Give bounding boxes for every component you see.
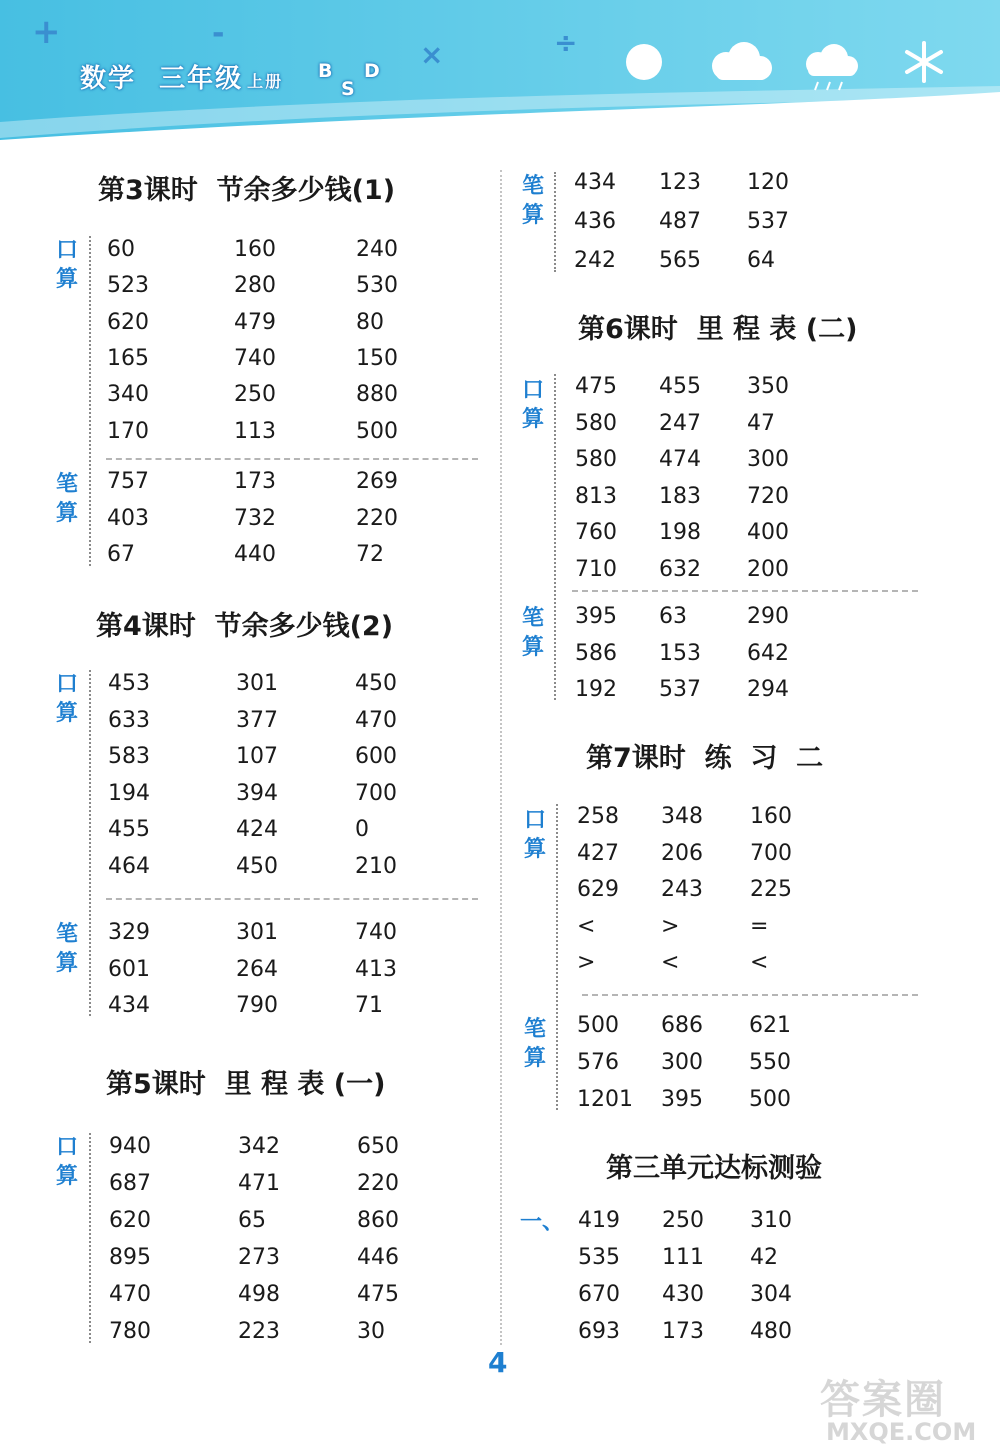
section-title: 第3课时 节余多少钱(1) <box>98 175 396 206</box>
answer-value: 430 <box>662 1282 704 1307</box>
answer-value: 63 <box>659 604 687 629</box>
written-calc-label: 笔算 <box>55 922 78 976</box>
section-title: 第7课时 练 习 二 <box>586 743 824 774</box>
answer-value: 464 <box>108 854 150 879</box>
answer-value: 500 <box>577 1013 619 1038</box>
answer-value: 107 <box>236 744 278 770</box>
answer-value: 621 <box>749 1013 791 1038</box>
answer-value: 243 <box>661 877 703 902</box>
answer-value: 686 <box>661 1013 703 1038</box>
subject-label: 数学 <box>80 64 137 94</box>
answer-value: 194 <box>108 780 150 806</box>
part-one-label: 一、 <box>520 1210 565 1235</box>
plus-sign-icon: + <box>32 12 61 52</box>
rain-cloud-icon <box>796 42 864 92</box>
times-sign-icon: × <box>420 38 444 71</box>
sun-icon <box>622 40 666 84</box>
edition-letter-b: B <box>318 60 333 82</box>
answer-value: 183 <box>659 483 701 509</box>
answer-value: 700 <box>355 780 397 806</box>
answer-value: 300 <box>661 1050 703 1075</box>
oral-calc-label: 口算 <box>55 238 78 292</box>
answer-value: 60 <box>107 237 135 262</box>
section-title: 第三单元达标测验 <box>606 1153 822 1184</box>
answer-value: 434 <box>574 170 616 195</box>
answer-value: 586 <box>575 640 617 666</box>
answer-value: 395 <box>575 604 617 629</box>
answer-value: 757 <box>107 469 149 494</box>
answer-value: 198 <box>659 520 701 546</box>
answer-value: 487 <box>659 209 701 234</box>
answer-value: 173 <box>234 469 276 494</box>
answer-value: 240 <box>356 237 398 262</box>
answer-value: 419 <box>578 1208 620 1233</box>
answer-value: 940 <box>109 1134 151 1159</box>
answer-value: < <box>577 913 596 939</box>
answer-value: 80 <box>356 309 384 335</box>
answer-value: 150 <box>356 345 398 371</box>
answer-value: 290 <box>747 604 789 629</box>
answer-value: 280 <box>234 273 276 299</box>
answer-value: > <box>661 913 680 939</box>
dashed-separator <box>582 994 918 996</box>
answer-value: 395 <box>661 1087 703 1112</box>
answer-value: 732 <box>234 505 276 531</box>
answer-value: 633 <box>108 707 150 733</box>
answer-value: 500 <box>749 1087 791 1112</box>
answer-value: 113 <box>234 418 276 444</box>
section-title: 第4课时 节余多少钱(2) <box>96 611 394 642</box>
answer-value: 350 <box>747 374 789 399</box>
dashed-separator <box>106 458 478 460</box>
answer-value: 450 <box>236 854 278 879</box>
answer-value: = <box>750 913 769 939</box>
edition-letter-s: S <box>341 78 355 100</box>
answer-value: 523 <box>107 273 149 299</box>
answer-value: 160 <box>750 804 792 829</box>
volume-label: 上册 <box>247 72 284 91</box>
answer-value: 342 <box>238 1134 280 1159</box>
answer-value: 880 <box>356 382 398 408</box>
snowflake-icon <box>902 40 946 84</box>
answer-value: 250 <box>234 382 276 408</box>
answer-value: 173 <box>662 1319 704 1344</box>
answer-value: 220 <box>356 505 398 531</box>
vertical-rule <box>556 804 558 1110</box>
answer-value: 300 <box>747 447 789 473</box>
answer-value: 600 <box>355 744 397 770</box>
answer-value: 813 <box>575 483 617 509</box>
answer-value: 740 <box>355 920 397 945</box>
answer-value: 650 <box>357 1134 399 1159</box>
answer-value: 64 <box>747 248 775 273</box>
answer-value: 47 <box>747 410 775 436</box>
answer-value: 165 <box>107 345 149 371</box>
answer-value: 123 <box>659 170 701 195</box>
answer-value: 42 <box>750 1245 778 1270</box>
answer-value: 153 <box>659 640 701 666</box>
answer-value: 400 <box>747 520 789 546</box>
answer-value: 111 <box>662 1245 704 1270</box>
answer-value: 424 <box>236 817 278 843</box>
answer-value: 535 <box>578 1245 620 1270</box>
answer-value: 65 <box>238 1208 266 1233</box>
answer-value: 220 <box>357 1171 399 1196</box>
answer-value: 687 <box>109 1171 151 1196</box>
oral-calc-label: 口算 <box>523 808 546 862</box>
answer-value: 258 <box>577 804 619 829</box>
answer-value: 537 <box>659 677 701 703</box>
answer-value: 192 <box>575 677 617 703</box>
written-calc-label: 笔算 <box>521 606 544 660</box>
answer-value: 500 <box>356 418 398 444</box>
answer-value: > <box>577 950 596 975</box>
answer-value: 200 <box>747 557 789 582</box>
edition-letter-d: D <box>364 60 380 82</box>
answer-value: 576 <box>577 1050 619 1075</box>
answer-value: 583 <box>108 744 150 770</box>
answer-value: 860 <box>357 1208 399 1233</box>
dashed-separator <box>572 590 918 592</box>
answer-value: 632 <box>659 557 701 582</box>
vertical-rule <box>89 236 91 566</box>
column-divider <box>500 170 502 1345</box>
answer-value: 301 <box>236 920 278 945</box>
answer-value: 223 <box>238 1319 280 1344</box>
answer-value: 413 <box>355 956 397 982</box>
vertical-rule <box>554 374 556 700</box>
answer-value: 450 <box>355 671 397 696</box>
vertical-rule <box>554 172 556 272</box>
answer-value: 498 <box>238 1282 280 1307</box>
written-calc-label: 笔算 <box>521 174 544 228</box>
answer-value: 550 <box>749 1050 791 1075</box>
answer-value: 304 <box>750 1282 792 1307</box>
answer-value: 470 <box>109 1282 151 1307</box>
answer-value: 470 <box>355 707 397 733</box>
minus-sign-icon: - <box>212 16 225 51</box>
answer-value: 67 <box>107 542 135 567</box>
oral-calc-label: 口算 <box>521 378 544 432</box>
answer-value: 720 <box>747 483 789 509</box>
cloud-icon <box>702 38 778 86</box>
answer-value: 580 <box>575 447 617 473</box>
section-title: 第5课时 里 程 表 (一) <box>106 1069 386 1100</box>
answer-value: 436 <box>574 209 616 234</box>
written-calc-label: 笔算 <box>523 1017 546 1071</box>
written-calc-label: 笔算 <box>55 472 78 526</box>
answer-value: 30 <box>357 1319 385 1344</box>
answer-value: 269 <box>356 469 398 494</box>
answer-value: 642 <box>747 640 789 666</box>
divide-sign-icon: ÷ <box>554 26 578 59</box>
answer-value: 479 <box>234 309 276 335</box>
answer-value: 475 <box>357 1282 399 1307</box>
answer-value: 474 <box>659 447 701 473</box>
answer-value: 471 <box>238 1171 280 1196</box>
grade-label: 三年级 <box>159 64 244 94</box>
oral-calc-label: 口算 <box>55 1135 78 1189</box>
answer-value: 434 <box>108 993 150 1019</box>
answer-value: 693 <box>578 1319 620 1344</box>
answer-value: 0 <box>355 817 369 843</box>
answer-value: 440 <box>234 542 276 567</box>
answer-value: 790 <box>236 993 278 1019</box>
answer-value: 210 <box>355 854 397 879</box>
answer-value: 620 <box>109 1208 151 1233</box>
answer-value: 427 <box>577 840 619 866</box>
answer-value: 580 <box>575 410 617 436</box>
answer-value: 760 <box>575 520 617 546</box>
answer-value: 620 <box>107 309 149 335</box>
book-title <box>80 58 283 95</box>
oral-calc-label: 口算 <box>55 672 78 726</box>
answer-value: 403 <box>107 505 149 531</box>
answer-value: 71 <box>355 993 383 1019</box>
answer-value: 475 <box>575 374 617 399</box>
answer-value: 1201 <box>577 1087 633 1112</box>
answer-value: 348 <box>661 804 703 829</box>
answer-value: 601 <box>108 956 150 982</box>
answer-value: 242 <box>574 248 616 273</box>
section-title: 第6课时 里 程 表 (二) <box>578 314 858 345</box>
answer-value: 780 <box>109 1319 151 1344</box>
answer-value: 895 <box>109 1245 151 1270</box>
answer-value: 629 <box>577 877 619 902</box>
answer-value: 377 <box>236 707 278 733</box>
answer-value: 294 <box>747 677 789 703</box>
answer-value: 700 <box>750 840 792 866</box>
page-number: 4 <box>488 1346 508 1379</box>
answer-value: 480 <box>750 1319 792 1344</box>
answer-value: 565 <box>659 248 701 273</box>
answer-value: 247 <box>659 410 701 436</box>
answer-value: 160 <box>234 237 276 262</box>
answer-value: 340 <box>107 382 149 408</box>
answer-value: 530 <box>356 273 398 299</box>
answer-value: < <box>661 950 680 975</box>
answer-value: 537 <box>747 209 789 234</box>
answer-value: 446 <box>357 1245 399 1270</box>
answer-value: 206 <box>661 840 703 866</box>
answer-value: 273 <box>238 1245 280 1270</box>
answer-value: 72 <box>356 542 384 567</box>
answer-value: < <box>750 950 769 975</box>
answer-value: 250 <box>662 1208 704 1233</box>
watermark-url: MXQE.COM <box>826 1418 977 1446</box>
answer-value: 670 <box>578 1282 620 1307</box>
vertical-rule <box>89 1133 91 1343</box>
answer-value: 453 <box>108 671 150 696</box>
answer-value: 455 <box>108 817 150 843</box>
answer-value: 264 <box>236 956 278 982</box>
answer-value: 455 <box>659 374 701 399</box>
answer-value: 740 <box>234 345 276 371</box>
answer-value: 394 <box>236 780 278 806</box>
answer-value: 170 <box>107 418 149 444</box>
answer-value: 710 <box>575 557 617 582</box>
answer-value: 310 <box>750 1208 792 1233</box>
answer-value: 225 <box>750 877 792 902</box>
dashed-separator <box>106 898 478 900</box>
answer-value: 329 <box>108 920 150 945</box>
answer-value: 120 <box>747 170 789 195</box>
watermark-logo: 答案圈 <box>820 1377 946 1423</box>
answer-value: 301 <box>236 671 278 696</box>
vertical-rule <box>89 670 91 1016</box>
